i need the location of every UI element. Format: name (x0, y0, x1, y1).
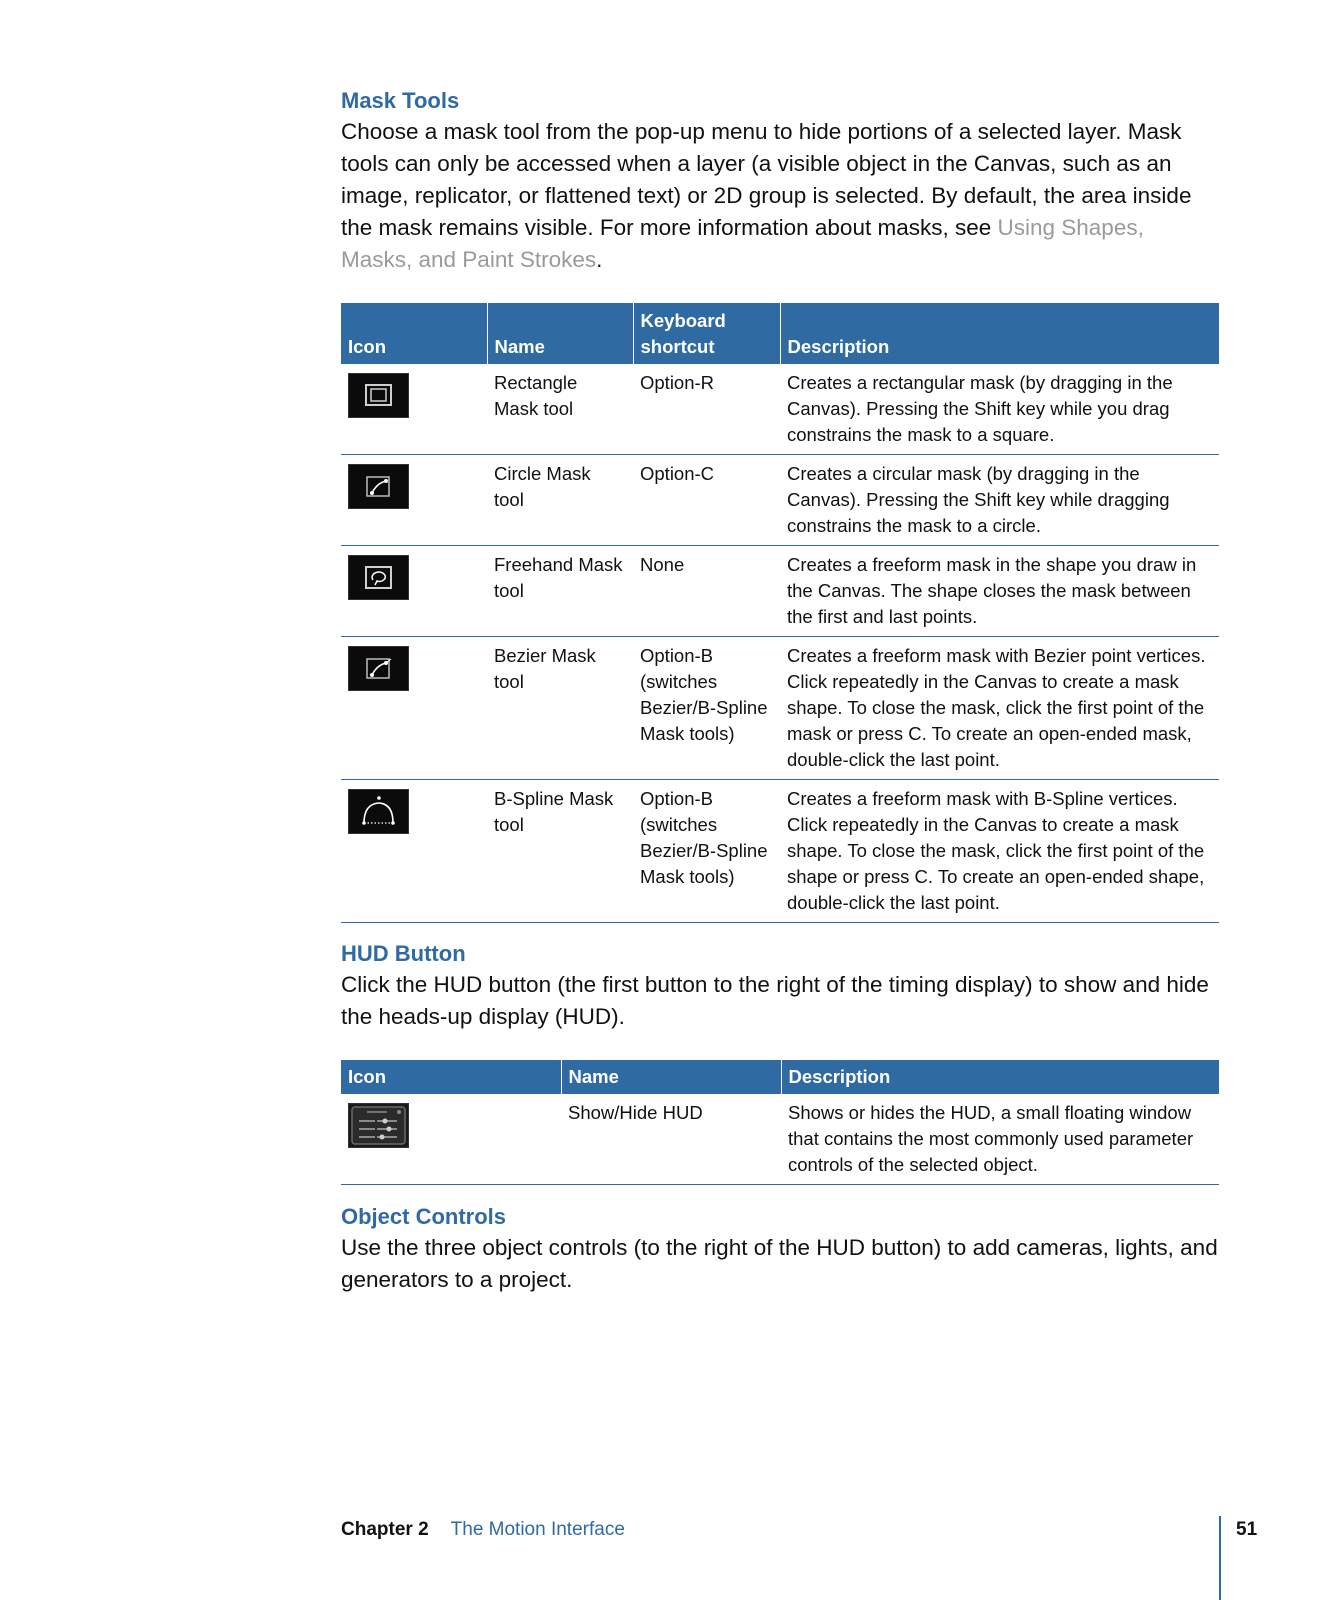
object-controls-heading: Object Controls (341, 1204, 507, 1229)
object-controls-body: Use the three object controls (to the right of the HUD button) to add cameras, lights, and generators to a project. (341, 1235, 1218, 1292)
chapter-label: Chapter 2 (341, 1519, 429, 1540)
freehand-mask-icon (348, 555, 409, 600)
rectangle-mask-icon (348, 373, 409, 418)
mask-tools-table (341, 303, 1219, 923)
hud-button-section (341, 939, 1219, 1033)
table-row (341, 546, 1219, 637)
tool-name: Show/Hide HUD (561, 1094, 781, 1185)
tool-name: Rectangle Mask tool (487, 364, 633, 455)
mask-tools-body-end: . (596, 247, 603, 272)
hud-button-heading: HUD Button (341, 941, 466, 966)
hud-button-body: Click the HUD button (the first button to the right of the timing display) to show and hide the heads-up display (HUD). (341, 972, 1209, 1029)
tool-name: Circle Mask tool (487, 455, 633, 546)
table-row (341, 1094, 1219, 1185)
tool-name: Bezier Mask tool (487, 637, 633, 780)
hud-table-wrap (341, 1060, 1219, 1185)
tool-shortcut: None (633, 546, 780, 637)
mask-tools-body-text: Choose a mask tool from the pop-up menu to hide portions of a selected layer. Mask tools can only be accessed when a layer (a visible object in the Canvas, such as an image, replicator, or flattened text) or 2D group is selected. By default, the area inside the mask remains visible. For more information about masks, see (341, 119, 1192, 240)
tool-description: Creates a circular mask (by dragging in the Canvas). Pressing the Shift key while dragging constrains the mask to a circle. (780, 455, 1219, 546)
hud-table (341, 1060, 1219, 1185)
tool-shortcut: Option-R (633, 364, 780, 455)
column-header-name: Name (487, 303, 633, 364)
mask-tools-section (341, 86, 1219, 276)
hud-icon (348, 1103, 409, 1148)
mask-tools-body (341, 116, 1219, 276)
tool-shortcut: Option-C (633, 455, 780, 546)
column-header-shortcut: Keyboard shortcut (633, 303, 780, 364)
table-row (341, 364, 1219, 455)
masks-cross-reference-link[interactable]: Using Shapes, Masks, and Paint Strokes (341, 215, 1144, 272)
mask-tools-table-wrap (341, 303, 1219, 923)
mask-tools-table-header (341, 303, 1219, 364)
tool-name: Freehand Mask tool (487, 546, 633, 637)
column-header-name: Name (561, 1060, 781, 1094)
tool-description: Creates a freeform mask with B-Spline vertices. Click repeatedly in the Canvas to create a mask shape. To close the mask, click the first point of the shape or press C. To create an open-ended shape, double-click the last point. (780, 780, 1219, 923)
hud-table-header (341, 1060, 1219, 1094)
table-row (341, 455, 1219, 546)
tool-shortcut: Option-B (switches Bezier/B-Spline Mask tools) (633, 637, 780, 780)
page-footer (341, 1519, 625, 1541)
tool-description: Creates a freeform mask with Bezier point vertices. Click repeatedly in the Canvas to create a mask shape. To close the mask, click the first point of the mask or press C. To create an open-ended mask, double-click the last point. (780, 637, 1219, 780)
column-header-description: Description (781, 1060, 1219, 1094)
column-header-description: Description (780, 303, 1219, 364)
bezier-mask-icon (348, 646, 409, 691)
tool-name: B-Spline Mask tool (487, 780, 633, 923)
table-row (341, 637, 1219, 780)
page-number: 51 (1236, 1519, 1258, 1540)
tool-description: Creates a freeform mask in the shape you draw in the Canvas. The shape closes the mask between the first and last points. (780, 546, 1219, 637)
tool-shortcut: Option-B (switches Bezier/B-Spline Mask tools) (633, 780, 780, 923)
chapter-title-link[interactable]: The Motion Interface (450, 1519, 625, 1540)
bspline-mask-icon (348, 789, 409, 834)
tool-description: Creates a rectangular mask (by dragging in the Canvas). Pressing the Shift key while you drag constrains the mask to a square. (780, 364, 1219, 455)
footer-divider (1219, 1516, 1221, 1600)
object-controls-section (341, 1202, 1219, 1296)
mask-tools-heading: Mask Tools (341, 88, 460, 113)
circle-mask-icon (348, 464, 409, 509)
column-header-icon: Icon (341, 1060, 561, 1094)
column-header-icon: Icon (341, 303, 487, 364)
tool-description: Shows or hides the HUD, a small floating window that contains the most commonly used parameter controls of the selected object. (781, 1094, 1219, 1185)
table-row (341, 780, 1219, 923)
